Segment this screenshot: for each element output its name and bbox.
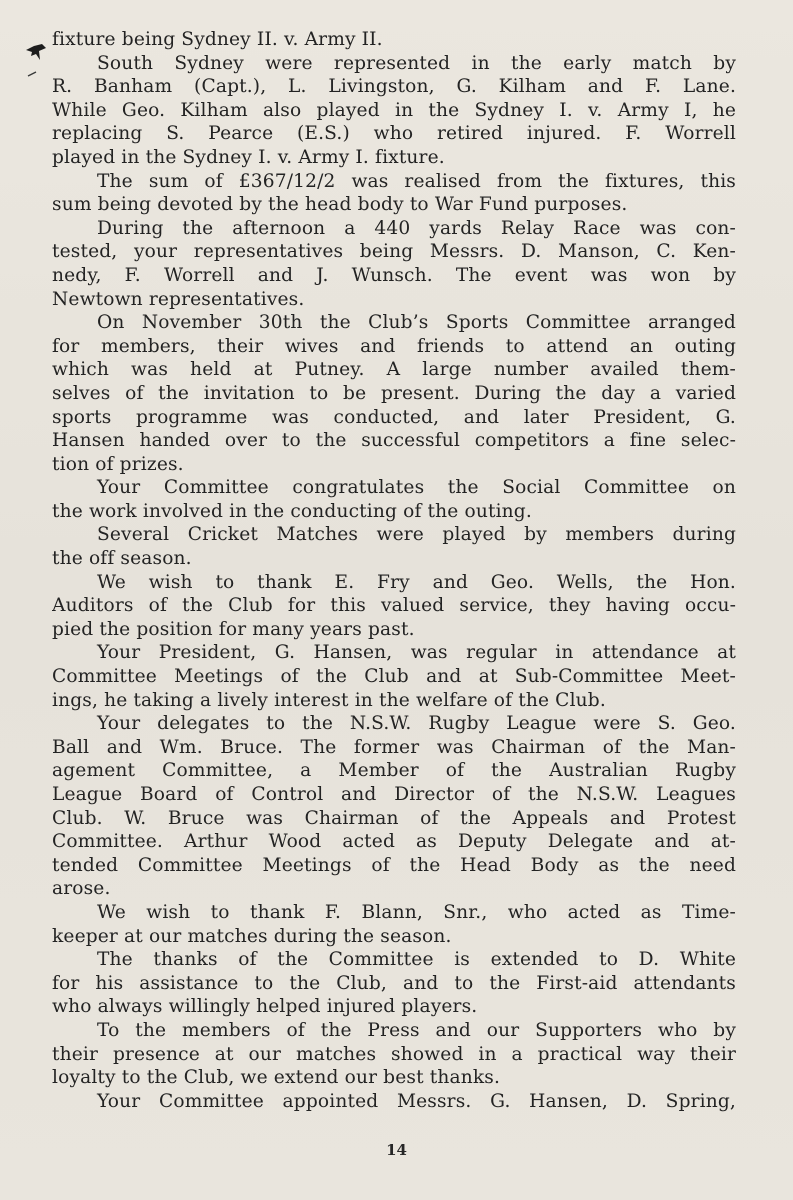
text-line: who always willingly helped injured players.	[52, 996, 478, 1018]
text-line: pied the position for many years past.	[52, 618, 415, 640]
text-line: fixture being Sydney II. v. Army II.	[52, 29, 383, 50]
page-number: 14	[386, 1141, 407, 1159]
text-line: The thanks of the Committee is extended to D. White	[97, 949, 736, 971]
text-line: tion of prizes.	[52, 453, 184, 475]
text-line: sum being devoted by the head body to War Fund purposes.	[52, 194, 628, 216]
ink-mark-icon	[22, 42, 48, 82]
text-line: ings, he taking a lively interest in the welfare of the Club.	[52, 689, 606, 711]
text-line: Your Committee congratulates the Social Committee on	[97, 477, 736, 499]
text-line: the work involved in the conducting of the outing.	[52, 500, 532, 522]
text-line: During the afternoon a 440 yards Relay Race was con-	[97, 217, 736, 239]
text-line: R. Banham (Capt.), L. Livingston, G. Kilham and F. Lane.	[52, 76, 736, 98]
text-line: tended Committee Meetings of the Head Body as the need	[52, 854, 736, 876]
text-line: for his assistance to the Club, and to the First-aid attendants	[52, 972, 736, 994]
text-line: Several Cricket Matches were played by members during	[97, 524, 736, 546]
text-line: selves of the invitation to be present. During the day a varied	[52, 382, 736, 404]
text-line: played in the Sydney I. v. Army I. fixture.	[52, 146, 445, 168]
text-line: tested, your representatives being Messrs. D. Manson, C. Ken-	[52, 241, 736, 263]
text-line: agement Committee, a Member of the Australian Rugby	[52, 760, 736, 782]
text-line: Committee. Arthur Wood acted as Deputy Delegate and at-	[52, 831, 736, 853]
text-line: Committee Meetings of the Club and at Sub-Committee Meet-	[52, 666, 736, 688]
text-line: Hansen handed over to the successful competitors a fine selec-	[52, 430, 736, 452]
text-line: for members, their wives and friends to attend an outing	[52, 335, 736, 357]
text-line: which was held at Putney. A large number availed them-	[52, 359, 736, 381]
text-line: loyalty to the Club, we extend our best thanks.	[52, 1067, 501, 1089]
text-line: arose.	[52, 878, 111, 900]
text-line: To the members of the Press and our Supporters who by	[97, 1019, 736, 1041]
text-line: South Sydney were represented in the early match by	[97, 52, 736, 74]
text-line: Your Committee appointed Messrs. G. Hansen, D. Spring,	[97, 1090, 736, 1112]
body-text	[52, 28, 736, 1113]
text-line: Newtown representatives.	[52, 288, 305, 310]
text-line: Ball and Wm. Bruce. The former was Chairman of the Man-	[52, 736, 736, 758]
text-line: The sum of £367/12/2 was realised from the fixtures, this	[97, 170, 736, 192]
text-line: Club. W. Bruce was Chairman of the Appeals and Protest	[52, 807, 736, 829]
text-line: their presence at our matches showed in a practical way their	[52, 1043, 736, 1065]
text-line: nedy, F. Worrell and J. Wunsch. The event was won by	[52, 264, 736, 286]
text-line: the off season.	[52, 548, 192, 570]
text-line: keeper at our matches during the season.	[52, 925, 452, 947]
text-line: Auditors of the Club for this valued service, they having occu-	[52, 595, 736, 617]
text-line: League Board of Control and Director of the N.S.W. Leagues	[52, 784, 736, 805]
text-line: On November 30th the Club’s Sports Committee arranged	[97, 312, 736, 334]
text-line: While Geo. Kilham also played in the Sydney I. v. Army I, he	[52, 99, 736, 121]
text-line: replacing S. Pearce (E.S.) who retired injured. F. Worrell	[52, 123, 736, 145]
text-line: sports programme was conducted, and later President, G.	[52, 406, 736, 428]
text-line: Your President, G. Hansen, was regular in attendance at	[97, 642, 736, 664]
text-line: We wish to thank E. Fry and Geo. Wells, the Hon.	[97, 571, 736, 593]
text-line: Your delegates to the N.S.W. Rugby League were S. Geo.	[97, 713, 736, 735]
text-line: We wish to thank F. Blann, Snr., who acted as Time-	[97, 901, 736, 923]
